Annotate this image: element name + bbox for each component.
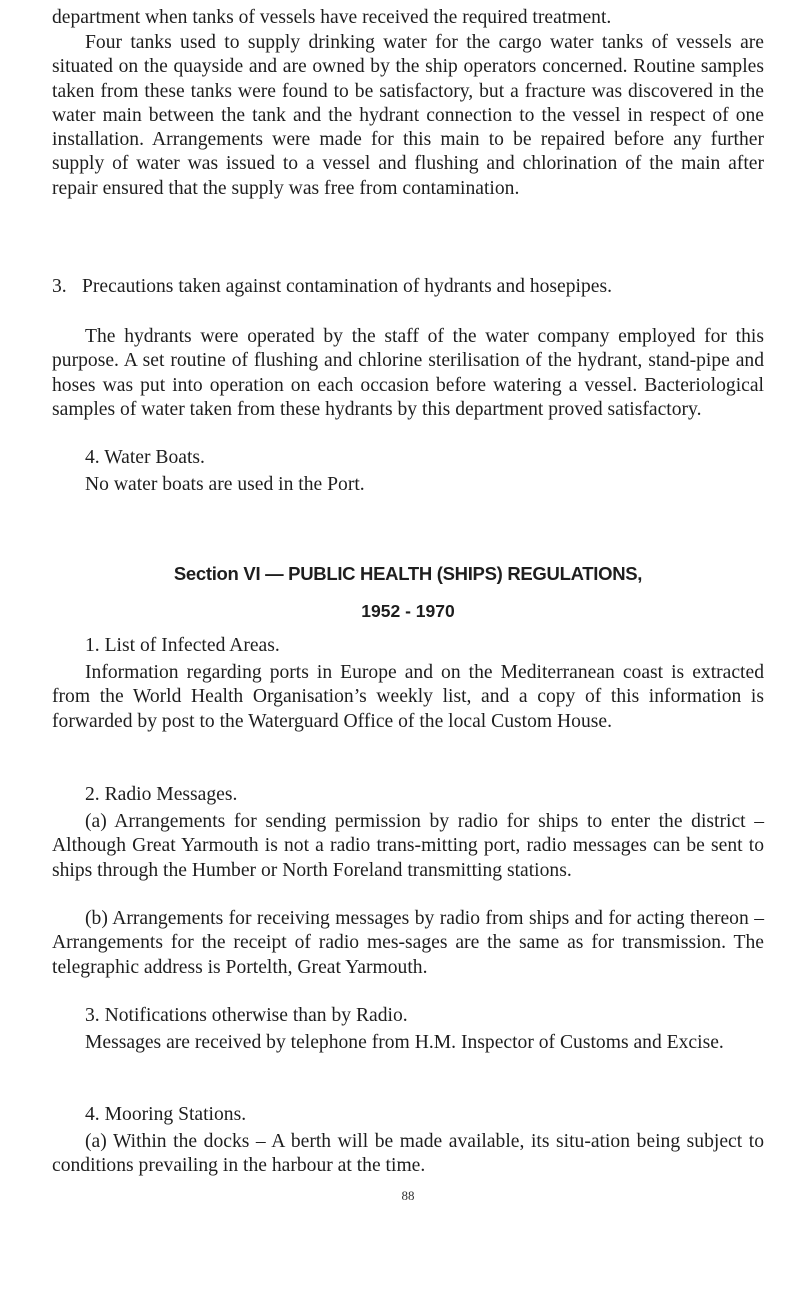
page-number: 88 — [401, 1188, 415, 1203]
s4-heading: 4. Mooring Stations. — [85, 1104, 247, 1125]
section-title: Section VI — PUBLIC HEALTH (SHIPS) REGULATIONS, — [173, 563, 643, 584]
item-3-heading-text: Precautions taken against contamination of hydrants and hosepipes. — [82, 276, 612, 297]
s4-paragraph-a: (a) Within the docks – A berth will be made available, its situ-ation being subject to conditions prevailing in the harbour at the time. — [52, 1131, 764, 1177]
intro-paragraph-1: department when tanks of vessels have received the required treatment. — [52, 7, 612, 28]
item-3-number: 3. — [52, 276, 67, 297]
section-years: 1952 - 1970 — [361, 601, 455, 621]
s2-paragraph-a: (a) Arrangements for sending permission by radio for ships to enter the district – Although Great Yarmouth is not a radio trans-mitting port, radio messages can be sent to ships through the Humber or North Foreland transmitting stations. — [52, 811, 764, 881]
s2-heading: 2. Radio Messages. — [85, 784, 238, 805]
item-3-body: The hydrants were operated by the staff of the water company employed for this purpose. A set routine of flushing and chlorine sterilisation of the hydrant, stand-pipe and hoses was put into operation on each occasion before watering a vessel. Bacteriological samples of water taken from these hydrants by this department proved satisfactory. — [52, 326, 764, 420]
s3-body: Messages are received by telephone from H.M. Inspector of Customs and Excise. — [85, 1032, 724, 1053]
s1-heading: 1. List of Infected Areas. — [85, 635, 280, 656]
intro-paragraph-2: Four tanks used to supply drinking water for the cargo water tanks of vessels are situated on the quayside and are owned by the ship operators concerned. Routine samples taken from these tanks were found to be satisfactory, but a fracture was discovered in the water main between the tank and the hydrant connection to the vessel in respect of one installation. Arrangements were made for this main to be repaired before any further supply of water was issued to a vessel and flushing and chlorination of the main after repair ensured that the supply was free from contamination. — [52, 32, 764, 199]
s3-heading: 3. Notifications otherwise than by Radio. — [85, 1005, 408, 1026]
s2-paragraph-b: (b) Arrangements for receiving messages by radio from ships and for acting thereon – Arrangements for the receipt of radio mes-sages are the same as for transmission. The telegraphic address is Portelth, Great Yarmouth. — [52, 908, 764, 978]
item-4-body: No water boats are used in the Port. — [85, 474, 365, 495]
s1-body: Information regarding ports in Europe and on the Mediterranean coast is extracted from the World Health Organisation’s weekly list, and a copy of this information is forwarded by post to the Waterguard Office of the local Custom House. — [52, 662, 764, 732]
item-3-heading — [52, 275, 764, 299]
item-4-heading: 4. Water Boats. — [85, 447, 205, 468]
